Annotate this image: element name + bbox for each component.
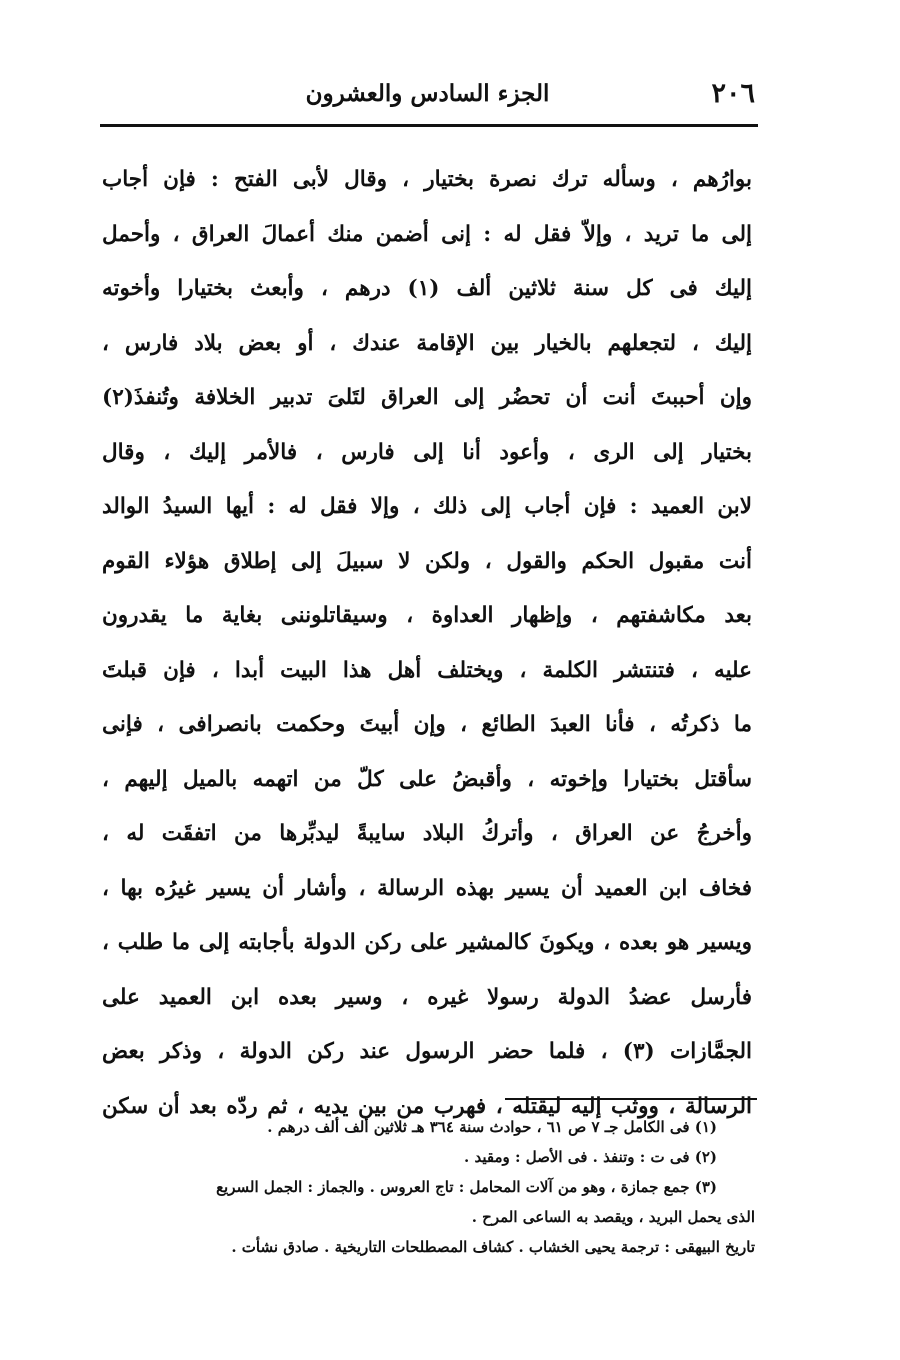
footnote-rule	[505, 1098, 757, 1100]
text-line: الجمَّازات (٣) ، فلما حضر الرسول عند ركن الدولة ، وذكر بعض	[102, 1039, 752, 1064]
page-header	[100, 74, 755, 118]
main-text	[102, 153, 752, 1134]
footnote-3: (٣) جمع جمازة ، وهو من آلات المحامل : تاج العروس . والجماز : الجمل السريع	[216, 1178, 717, 1196]
text-line: فأرسل عضدُ الدولة رسولا غيره ، وسير بعده ابن العميد على	[102, 984, 752, 1010]
text-line: بختيار إلى الرى ، وأعود أنا إلى فارس ، فالأمر إليك ، وقال	[102, 439, 752, 465]
text-line: لابن العميد : فإن أجاب إلى ذلك ، وإلا فقل له : أيها السيدُ الوالد	[102, 494, 752, 519]
text-line: عليه ، فتنتشر الكلمة ، ويختلف أهل هذا البيت أبدا ، فإن قبلتَ	[102, 657, 752, 683]
footnote-reference: تاريخ البيهقى : ترجمة يحيى الخشاب . كشاف المصطلحات التاريخية . صادق نشأت .	[231, 1238, 755, 1256]
text-line: إليك ، لتجعلهم بالخيار بين الإقامة عندك ، أو بعض بلاد فارس ،	[102, 330, 752, 356]
footnote-2: (٢) فى ت : وتنفذ . فى الأصل : ومقيد .	[464, 1148, 717, 1166]
running-head: الجزء السادس والعشرون	[305, 80, 550, 107]
footnote-1: (١) فى الكامل جـ ٧ ص ٦١ ، حوادث سنة ٣٦٤ هـ ثلاثين ألف ألف درهم .	[267, 1118, 717, 1136]
text-line: بعد مكاشفتهم ، وإظهار العداوة ، وسيقاتلوننى بغاية ما يقدرون	[102, 603, 752, 628]
text-line: ويسير هو بعده ، ويكونَ كالمشير على ركن الدولة بأجابته إلى ما طلب ،	[102, 930, 752, 955]
text-line: إليك فى كل سنة ثلاثين ألف (١) درهم ، وأبعث بختيارا وأخوته	[102, 276, 752, 301]
text-line: أنت مقبول الحكم والقول ، ولكن لا سبيلَ إلى إطلاق هؤلاء القوم	[102, 548, 752, 574]
text-line: بوارُهم ، وسأله ترك نصرة بختيار ، وقال لأبى الفتح : فإن أجاب	[102, 167, 752, 192]
text-line: الرسالة ، ووثب إليه ليقتله ، فهرب من بين يديه ، ثم ردّه بعد أن سكن	[102, 1093, 752, 1119]
text-line: وأخرجُ عن العراق ، وأتركُ البلاد سايبةً ليدبِّرها من اتفقَت له ،	[102, 821, 752, 846]
text-line: وإن أحببتَ أنت أن تحضُر إلى العراق لتَلىَ تدبير الخلافة وتُنفذَ(٢)	[102, 385, 752, 410]
text-line: سأقتل بختيارا وإخوته ، وأقبضُ على كلّ من اتهمه بالميل إليهم ،	[102, 766, 752, 792]
page-number: ٢٠٦	[711, 78, 755, 109]
footnotes	[102, 1112, 755, 1262]
text-line: إلى ما تريد ، وإلاّ فقل له : إنى أضمن منك أعمالَ العراق ، وأحمل	[102, 221, 752, 247]
header-rule	[100, 124, 758, 127]
text-line: ما ذكرتُه ، فأنا العبدَ الطائع ، وإن أبيتَ وحكمت بانصرافى ، فإنى	[102, 712, 752, 737]
footnote-3-continued: الذى يحمل البريد ، ويقصد به الساعى المرح .	[471, 1208, 755, 1226]
text-line: فخاف ابن العميد أن يسير بهذه الرسالة ، وأشار أن يسير غيرُه بها ،	[102, 875, 752, 901]
